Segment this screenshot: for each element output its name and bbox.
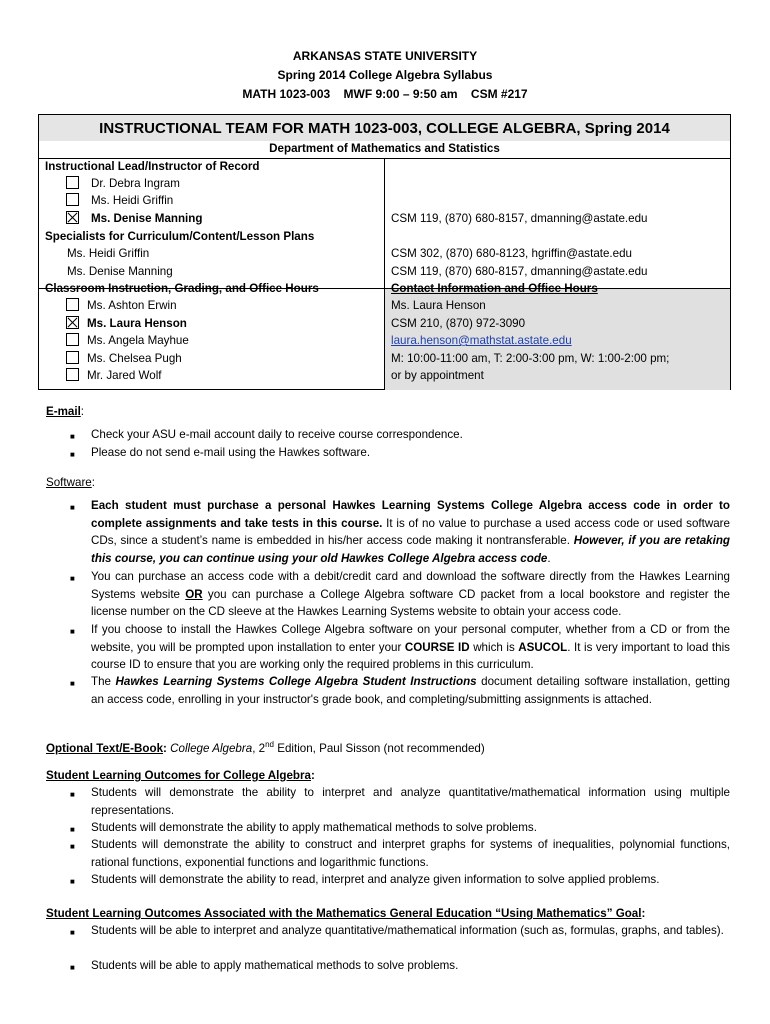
lead-name-0: Dr. Debra Ingram [91, 177, 180, 190]
bullet-icon: ■ [70, 450, 75, 459]
bullet-icon: ■ [70, 679, 75, 688]
contact-heading: Contact Information and Office Hours [391, 282, 598, 295]
department-name: Department of Mathematics and Statistics [39, 141, 730, 159]
instructor-name-3: Ms. Chelsea Pugh [87, 352, 182, 365]
instructor-name-2: Ms. Angela Mayhue [87, 334, 189, 347]
lead-contact: CSM 119, (870) 680-8157, dmanning@astate.edu [391, 212, 648, 225]
optional-text-line: Optional Text/E-Book: College Algebra, 2nd Edition, Paul Sisson (not recommended) [46, 740, 485, 755]
lead-heading: Instructional Lead/Instructor of Record [45, 160, 260, 173]
instructor-name-0: Ms. Ashton Erwin [87, 299, 177, 312]
column-divider [384, 158, 385, 390]
bullet-icon: ■ [70, 790, 75, 799]
checkbox-lead-0[interactable] [66, 176, 79, 189]
checkbox-lead-1[interactable] [66, 193, 79, 206]
software-item-3: The Hawkes Learning Systems College Algebra Student Instructions document detailing software installation, getting an access code, enrolling in your instructor's grade book, and completing/submitting assignments is attached. [91, 675, 730, 706]
email-item-1: Please do not send e-mail using the Hawkes software. [91, 446, 371, 459]
syllabus-term: Spring 2014 College Algebra Syllabus [277, 68, 493, 82]
bullet-icon: ■ [70, 627, 75, 636]
software-heading: Software: [46, 476, 95, 489]
university-name: ARKANSAS STATE UNIVERSITY [292, 49, 478, 63]
classroom-heading: Classroom Instruction, Grading, and Office Hours [45, 282, 319, 295]
gened-item-1: Students will be able to apply mathematical methods to solve problems. [91, 959, 459, 972]
bullet-icon: ■ [70, 574, 75, 583]
contact-hours: M: 10:00-11:00 am, T: 2:00-3:00 pm, W: 1:00-2:00 pm; [391, 352, 670, 365]
outcome-item-0: Students will demonstrate the ability to interpret and analyze quantitative/mathematical information using multiple representations. [91, 786, 730, 817]
outcome-item-2: Students will demonstrate the ability to construct and interpret graphs for systems of inequalities, polynomial functions, rational functions, exponential functions and logarithmic functions. [91, 838, 730, 869]
gened-item-0: Students will be able to interpret and analyze quantitative/mathematical information (such as, formulas, graphs, and tables). [91, 924, 724, 937]
checkbox-instructor-4[interactable] [66, 368, 79, 381]
software-item-0: Each student must purchase a personal Hawkes Learning Systems College Algebra access code in order to complete assignments and take tests in this course. It is of no value to purchase a used access code or used software CDs, since a student’s name is embedded in his/her access code making it nontransferable. However, if you are retaking this course, you can continue using your old Hawkes College Algebra access code. [91, 499, 730, 565]
team-title: INSTRUCTIONAL TEAM FOR MATH 1023-003, COLLEGE ALGEBRA, Spring 2014 [39, 115, 730, 141]
specialists-heading: Specialists for Curriculum/Content/Lesson Plans [45, 230, 315, 243]
contact-hours-2: or by appointment [391, 369, 484, 382]
specialist-0: Ms. Heidi Griffin [67, 247, 150, 260]
email-item-0: Check your ASU e-mail account daily to receive course correspondence. [91, 428, 463, 441]
contact-name: Ms. Laura Henson [391, 299, 486, 312]
software-item-1: You can purchase an access code with a debit/credit card and download the software directly from the Hawkes Learning Systems website OR you can purchase a College Algebra software CD packet from a local bookstore and register the license number on the CD sleeve at the Hawkes Learning Systems website to obtain your access code. [91, 570, 731, 618]
lead-name-1: Ms. Heidi Griffin [91, 194, 174, 207]
software-item-2: If you choose to install the Hawkes College Algebra software on your personal computer, whether from a CD or from the website, you will be prompted upon installation to enter your COURSE ID which is ASUCOL. It is very important to load this course ID to ensure that you are working only the required problems in this curriculum. [91, 623, 730, 671]
instructor-name-4: Mr. Jared Wolf [87, 369, 162, 382]
outcomes-heading: Student Learning Outcomes for College Algebra: [46, 769, 315, 782]
contact-phone: CSM 210, (870) 972-3090 [391, 317, 526, 330]
instructor-name-1: Ms. Laura Henson [87, 317, 187, 330]
email-heading: E-mail: [46, 405, 85, 418]
bullet-icon: ■ [70, 503, 75, 512]
checkbox-instructor-1-checked[interactable] [66, 316, 79, 329]
specialist-1: Ms. Denise Manning [67, 265, 173, 278]
outcome-item-3: Students will demonstrate the ability to read, interpret and analyze given information to solve applied problems. [91, 873, 660, 886]
course-line: MATH 1023-003 MWF 9:00 – 9:50 am CSM #217 [242, 87, 528, 101]
bullet-icon: ■ [70, 877, 75, 886]
checkbox-instructor-2[interactable] [66, 333, 79, 346]
bullet-icon: ■ [70, 928, 75, 937]
checkbox-instructor-3[interactable] [66, 351, 79, 364]
checkbox-instructor-0[interactable] [66, 298, 79, 311]
bullet-icon: ■ [70, 842, 75, 851]
instructional-team-table [38, 114, 731, 390]
bullet-icon: ■ [70, 963, 75, 972]
bullet-icon: ■ [70, 432, 75, 441]
contact-email-link[interactable]: laura.henson@mathstat.astate.edu [391, 334, 572, 347]
specialist-contact-0: CSM 302, (870) 680-8123, hgriffin@astate.edu [391, 247, 633, 260]
specialist-contact-1: CSM 119, (870) 680-8157, dmanning@astate.edu [391, 265, 648, 278]
gened-heading: Student Learning Outcomes Associated with the Mathematics General Education “Using Mathematics” Goal: [46, 907, 646, 920]
lead-name-2: Ms. Denise Manning [91, 212, 203, 225]
bullet-icon: ■ [70, 825, 75, 834]
outcome-item-1: Students will demonstrate the ability to apply mathematical methods to solve problems. [91, 821, 537, 834]
checkbox-lead-2-checked[interactable] [66, 211, 79, 224]
